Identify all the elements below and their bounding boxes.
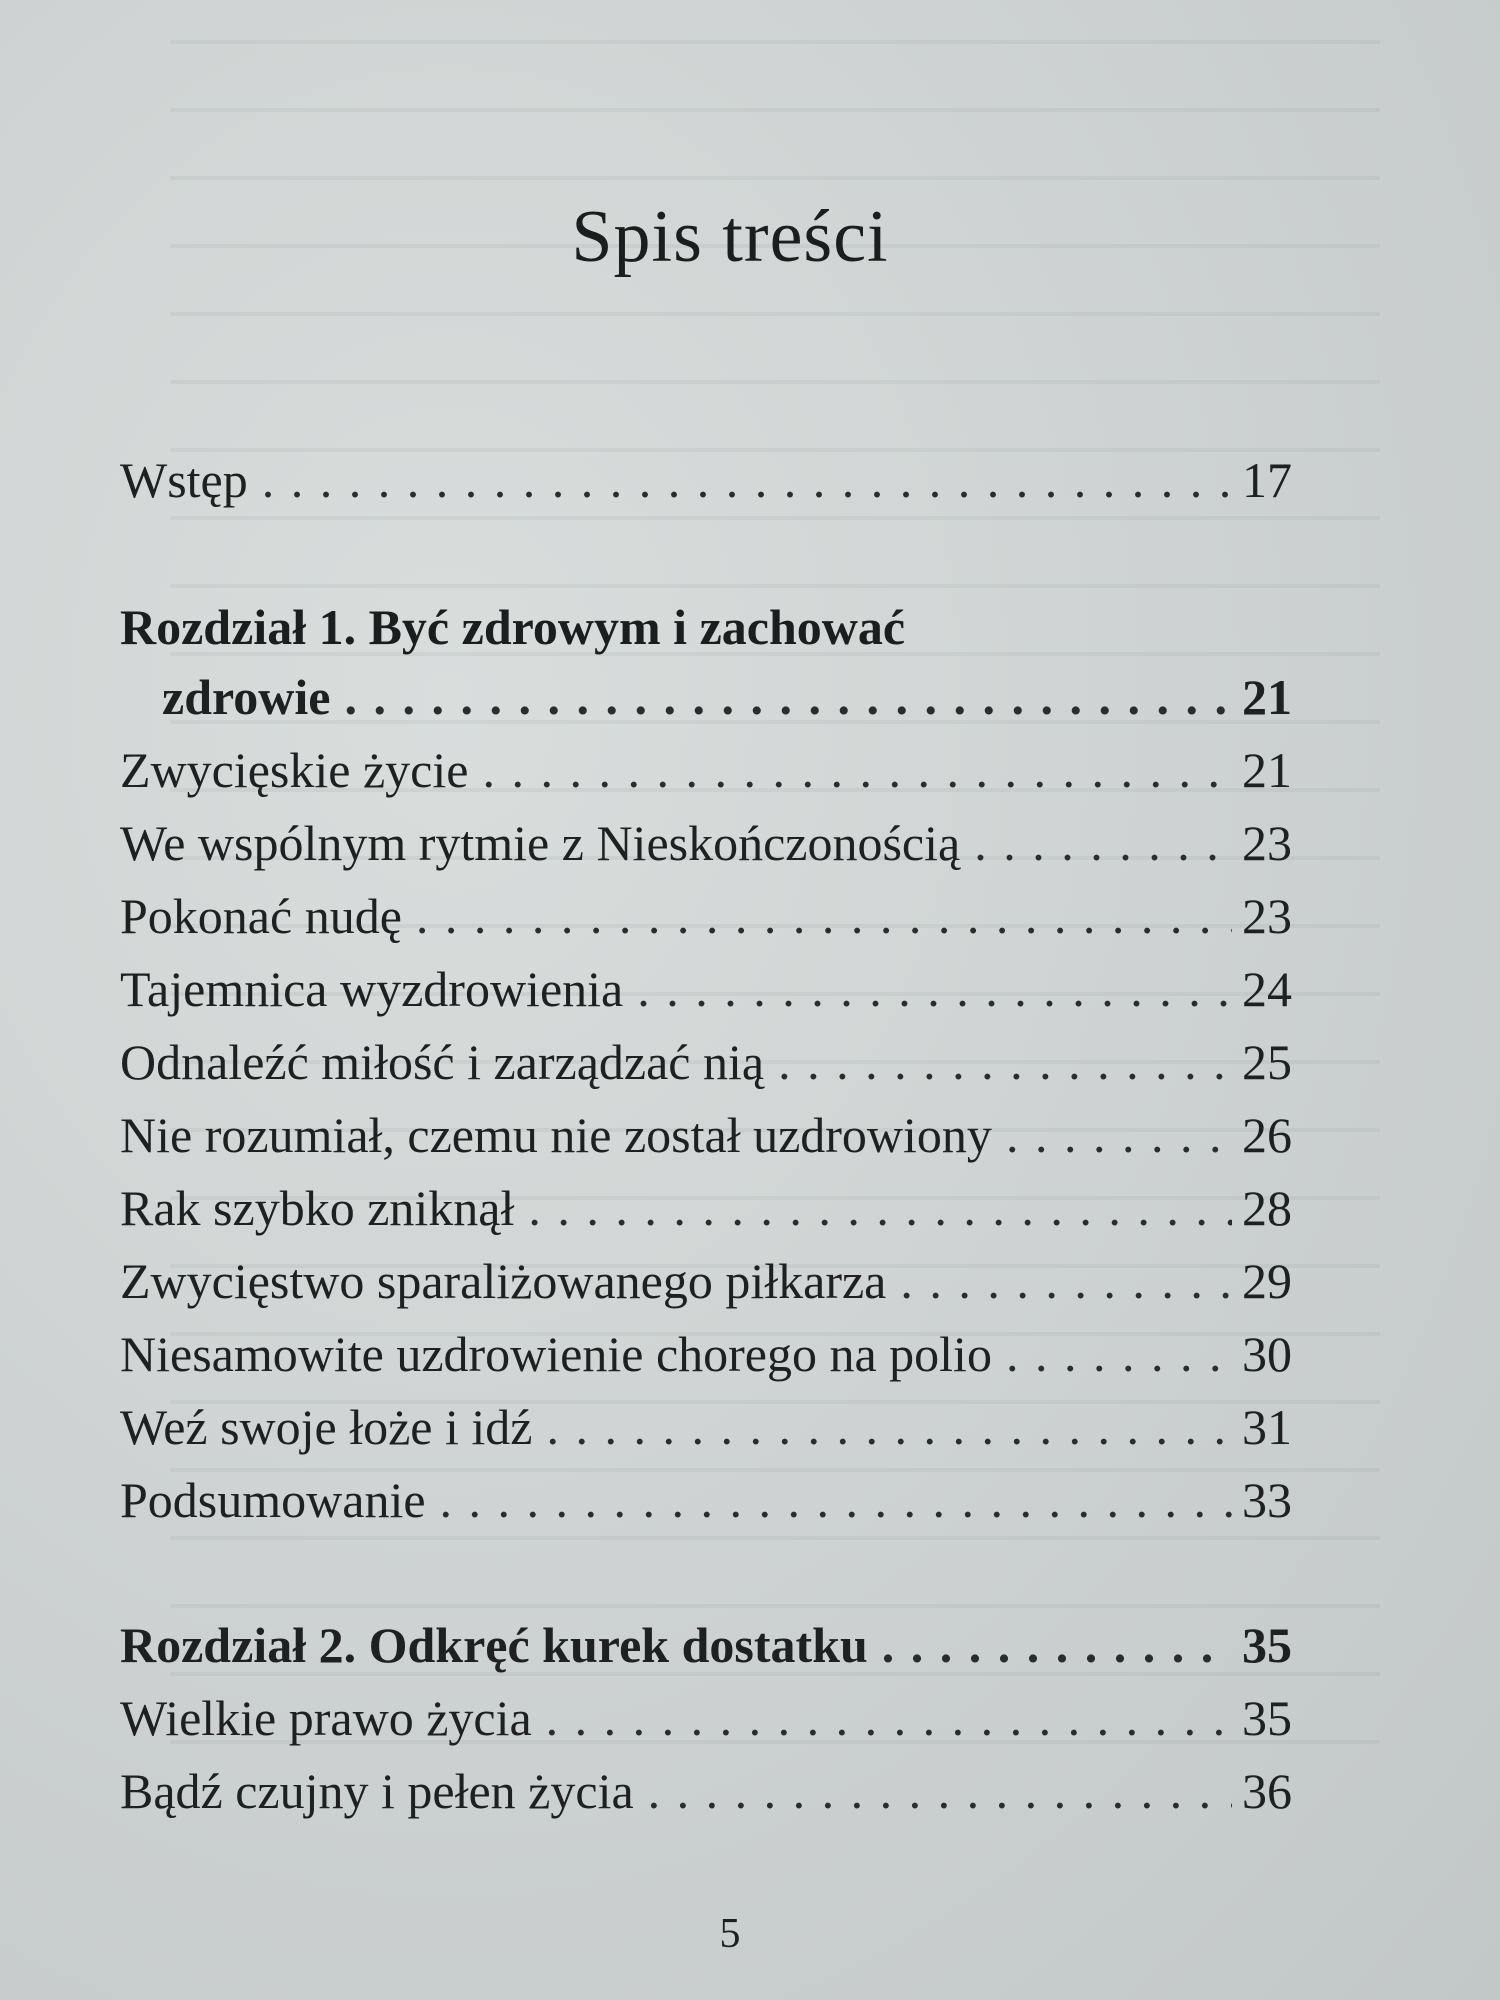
dot-leader — [482, 740, 1232, 800]
page-number: 5 — [719, 1911, 741, 1957]
chapter-2-entry[interactable] — [120, 1615, 1292, 1675]
dot-leader — [546, 1397, 1232, 1457]
dot-leader — [1006, 1105, 1232, 1165]
toc-entry-label: Pokonać nudę — [120, 888, 402, 944]
toc-entry-page: 23 — [1242, 888, 1292, 944]
toc-entry-label: Podsumowanie — [120, 1472, 426, 1528]
toc-entry-label: Tajemnica wyzdrowienia — [120, 961, 624, 1017]
toc-entry-page: 30 — [1242, 1326, 1292, 1382]
toc-entry-label: Wstęp — [120, 452, 248, 508]
toc-entry-page: 28 — [1242, 1180, 1292, 1236]
toc-entry[interactable] — [120, 959, 1292, 1019]
toc-entry[interactable] — [120, 1688, 1292, 1748]
toc-entry[interactable] — [120, 886, 1292, 946]
toc-entry-label: Rak szybko zniknął — [120, 1180, 515, 1236]
toc-entry[interactable] — [120, 1761, 1292, 1821]
toc-entry-page: 21 — [1242, 742, 1292, 798]
page-title: Spis treści — [571, 196, 889, 278]
toc-entry-page: 35 — [1242, 1617, 1292, 1673]
dot-leader — [1006, 1324, 1232, 1384]
toc-entry[interactable] — [120, 1324, 1292, 1384]
dot-leader — [648, 1761, 1232, 1821]
toc-entry-label: Zwycięstwo sparaliżowanego piłkarza — [120, 1253, 887, 1309]
dot-leader — [882, 1615, 1232, 1675]
toc-entry-page: 25 — [1242, 1034, 1292, 1090]
toc-entry-label: Rozdział 2. Odkręć kurek dostatku — [120, 1617, 868, 1673]
dot-leader — [546, 1688, 1232, 1748]
toc-entry[interactable] — [120, 1251, 1292, 1311]
toc-entry-page: 31 — [1242, 1399, 1292, 1455]
toc-entry-label: zdrowie — [162, 669, 331, 725]
toc-entry-label: Bądź czujny i pełen życia — [120, 1763, 634, 1819]
toc-entry-page: 36 — [1242, 1763, 1292, 1819]
toc-entry-page: 29 — [1242, 1253, 1292, 1309]
toc-entry-page: 24 — [1242, 961, 1292, 1017]
dot-leader — [974, 813, 1232, 873]
toc-entry-label: We wspólnym rytmie z Nieskończonością — [120, 815, 961, 871]
dot-leader — [440, 1470, 1232, 1530]
toc-entry-page: 17 — [1242, 452, 1292, 508]
toc-entry-page: 23 — [1242, 815, 1292, 871]
toc-entry[interactable] — [120, 740, 1292, 800]
toc-entry[interactable] — [120, 1178, 1292, 1238]
chapter-1-entry[interactable] — [162, 667, 1292, 727]
toc-entry-label: Odnaleźć miłość i zarządzać nią — [120, 1034, 765, 1090]
dot-leader — [900, 1251, 1232, 1311]
toc-entry[interactable] — [120, 1105, 1292, 1165]
toc-entry[interactable] — [120, 1032, 1292, 1092]
chapter-1-heading: Rozdział 1. Być zdrowym i zachować — [120, 599, 906, 655]
toc-entry-label: Wielkie prawo życia — [120, 1690, 532, 1746]
dot-leader — [262, 450, 1232, 510]
toc-entry-label: Nie rozumiał, czemu nie został uzdrowiony — [120, 1107, 992, 1163]
toc-entry-label: Weź swoje łoże i idź — [120, 1399, 533, 1455]
toc-entry-page: 26 — [1242, 1107, 1292, 1163]
dot-leader — [778, 1032, 1232, 1092]
dot-leader — [416, 886, 1232, 946]
toc-entry-page: 35 — [1242, 1690, 1292, 1746]
toc-entry-page: 21 — [1242, 669, 1292, 725]
toc-entry-page: 33 — [1242, 1472, 1292, 1528]
toc-entry[interactable] — [120, 813, 1292, 873]
dot-leader — [344, 667, 1232, 727]
toc-entry[interactable] — [120, 1397, 1292, 1457]
toc-entry-label: Niesamowite uzdrowienie chorego na polio — [120, 1326, 992, 1382]
toc-entry-intro[interactable] — [120, 450, 1292, 510]
dot-leader — [528, 1178, 1232, 1238]
dot-leader — [637, 959, 1232, 1019]
toc-entry[interactable] — [120, 1470, 1292, 1530]
toc-entry-label: Zwycięskie życie — [120, 742, 469, 798]
